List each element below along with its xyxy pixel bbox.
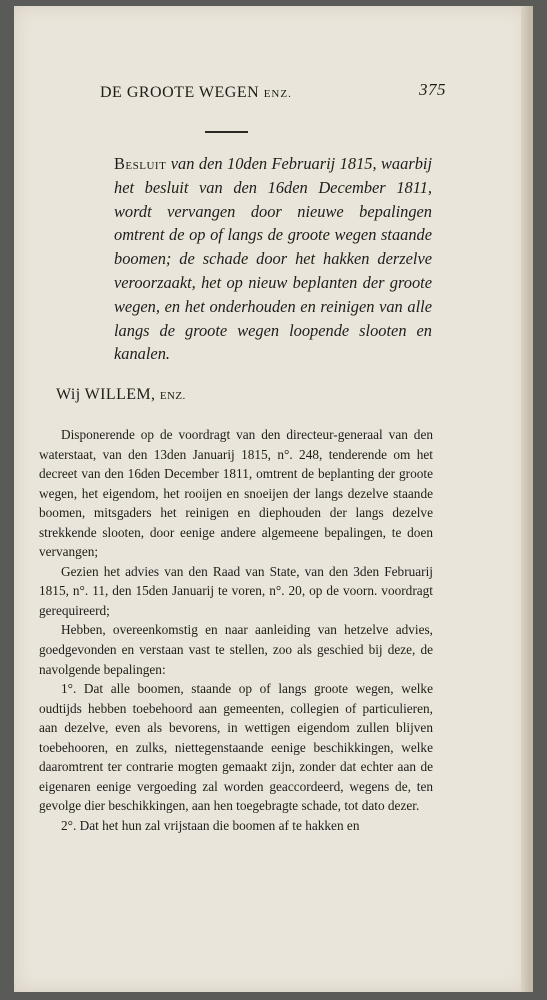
enactment-suffix: ENZ. xyxy=(159,390,186,402)
paragraph-disponerende: Disponerende op de voordragt van den directeur-generaal van den waterstaat, van den 13den Januarij 1815, n°. 248, tenderende om het decreet van den 16den December 1811, omtrent de beplanting der groote wegen, het eigendom, het rooijen en snoeijen der langs dezelve staande boomen, mitsgaders het reinigen en diephouden der langs dezelve strekkende slooten, door eenige andere algemeene bepalingen, te doen vervangen; xyxy=(39,427,433,560)
paragraph-article-1: 1°. Dat alle boomen, staande op of langs groote wegen, welke oudtijds hebben toebehoord aan gemeenten, collegien of particulieren, aan dezelve, even als bevorens, in wettigen eigendom zullen blijven toebehooren, en zulks, niettegenstaande eenige beschikkingen, welke daaromtrent ter contrarie mogten gemaakt zijn, zonder dat echter aan de eigenaren eenige vergoeding zal worden geaccordeerd, wegens de, ten gevolge dier beschikkingen, aan hen toegebragte schade, tot dato dezer. xyxy=(39,681,433,814)
decree-text: van den 10den Februarij 1815, waarbij het besluit van den 16den December 1811, wordt vervangen door nieuwe bepalingen omtrent de op of langs de groote wegen staande boomen; de schade door het hakken derzelve veroorzaakt, het op nieuw beplanten der groote wegen, en het onderhouden en reinigen van alle langs de groote wegen loopende slooten en kanalen. xyxy=(114,154,432,364)
running-title-suffix: ENZ. xyxy=(263,88,292,100)
page-edge xyxy=(521,6,533,992)
body-text xyxy=(39,425,433,835)
paragraph-hebben: Hebben, overeenkomstig en naar aanleiding van hetzelve advies, goedgevonden en verstaan vast te stellen, zoo als geschied bij deze, de navolgende bepalingen: xyxy=(39,622,433,677)
enactment-name: Wij WILLEM, xyxy=(56,386,156,403)
decree-lead: Besluit xyxy=(114,154,167,173)
running-title: DE GROOTE WEGEN ENZ. xyxy=(100,84,292,101)
page-number: 375 xyxy=(419,80,446,99)
enactment-heading xyxy=(56,386,186,404)
paragraph-gezien: Gezien het advies van den Raad van State, van den 3den Februarij 1815, n°. 11, den 15den Januarij te voren, n°. 20, op de voorn. voordragt gerequireerd; xyxy=(39,563,433,618)
paragraph-article-2: 2°. Dat het hun zal vrijstaan die boomen af te hakken en xyxy=(61,817,360,833)
decree-title xyxy=(114,152,432,366)
title-rule xyxy=(205,131,248,133)
